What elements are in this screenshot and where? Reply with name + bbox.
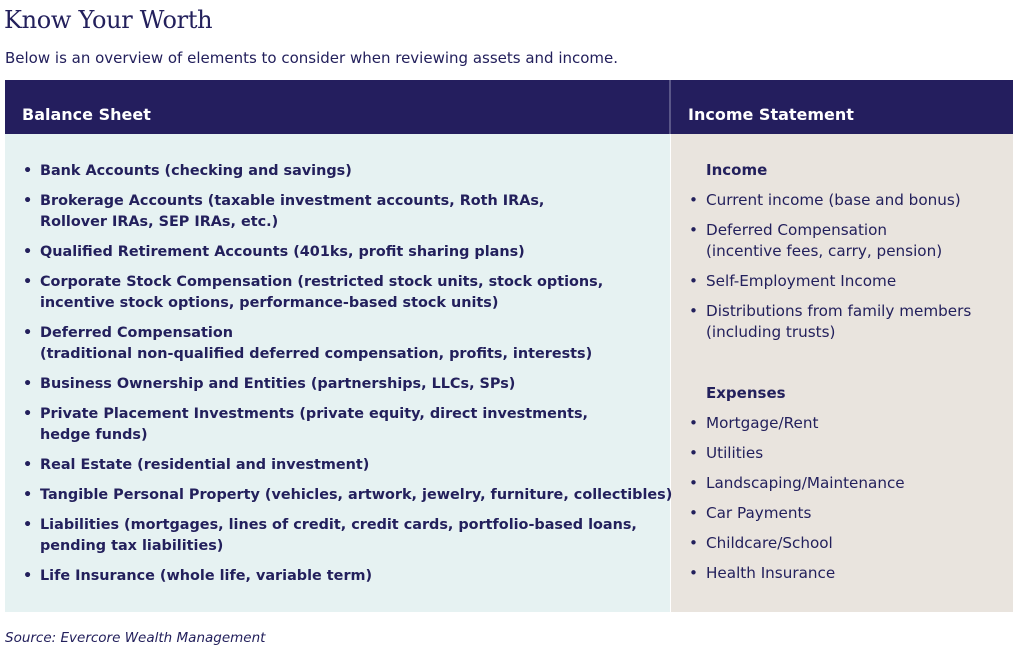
list-item-line: incentive stock options, performance-based stock units) (40, 295, 499, 311)
list-item (706, 271, 971, 292)
table-header-bar (5, 80, 1013, 134)
list-item-line: • Private Placement Investments (private equity, direct investments, (40, 406, 589, 422)
expenses-section-label: Expenses (706, 384, 786, 402)
list-item (40, 374, 672, 395)
list-item (40, 323, 672, 365)
list-item-line: • Utilities (706, 444, 764, 462)
income-list (706, 190, 971, 352)
list-item-line: • Life Insurance (whole life, variable term) (40, 568, 373, 584)
page-subtitle: Below is an overview of elements to consider when reviewing assets and income. (5, 49, 619, 67)
list-item (40, 242, 672, 263)
list-item-line: • Bank Accounts (checking and savings) (40, 163, 352, 179)
header-divider (669, 80, 671, 134)
list-item (706, 220, 971, 262)
list-item-line: (including trusts) (706, 323, 836, 341)
list-item (40, 161, 672, 182)
list-item-line: • Deferred Compensation (706, 221, 888, 239)
list-item-line: Rollover IRAs, SEP IRAs, etc.) (40, 214, 279, 230)
list-item-line: (incentive fees, carry, pension) (706, 242, 943, 260)
list-item-line: • Childcare/School (706, 534, 833, 552)
income-statement-header: Income Statement (688, 105, 854, 124)
list-item (706, 473, 905, 494)
list-item (706, 190, 971, 211)
list-item (40, 485, 672, 506)
expenses-list (706, 413, 905, 593)
list-item (40, 515, 672, 557)
list-item (706, 503, 905, 524)
list-item (706, 301, 971, 343)
list-item-line: • Real Estate (residential and investment) (40, 457, 370, 473)
list-item-line: (traditional non-qualified deferred compensation, profits, interests) (40, 346, 593, 362)
list-item-line: • Liabilities (mortgages, lines of credit, credit cards, portfolio-based loans, (40, 517, 637, 533)
list-item-line: • Qualified Retirement Accounts (401ks, profit sharing plans) (40, 244, 525, 260)
list-item (40, 566, 672, 587)
list-item (706, 563, 905, 584)
list-item (40, 404, 672, 446)
income-section-label: Income (706, 161, 768, 179)
list-item-line: • Car Payments (706, 504, 812, 522)
list-item-line: • Corporate Stock Compensation (restricted stock units, stock options, (40, 274, 604, 290)
list-item-line: • Mortgage/Rent (706, 414, 819, 432)
list-item (706, 413, 905, 434)
list-item-line: • Brokerage Accounts (taxable investment accounts, Roth IRAs, (40, 193, 545, 209)
list-item-line: • Distributions from family members (706, 302, 972, 320)
list-item-line: • Deferred Compensation (40, 325, 233, 341)
list-item-line: • Business Ownership and Entities (partnerships, LLCs, SPs) (40, 376, 516, 392)
list-item (706, 443, 905, 464)
list-item-line: • Landscaping/Maintenance (706, 474, 905, 492)
balance-sheet-list (40, 161, 672, 596)
balance-sheet-header: Balance Sheet (22, 105, 151, 124)
list-item (706, 533, 905, 554)
list-item-line: • Current income (base and bonus) (706, 191, 961, 209)
list-item-line: • Tangible Personal Property (vehicles, artwork, jewelry, furniture, collectibles) (40, 487, 673, 503)
source-note: Source: Evercore Wealth Management (5, 630, 266, 646)
list-item-line: • Health Insurance (706, 564, 836, 582)
list-item (40, 455, 672, 476)
list-item-line: hedge funds) (40, 427, 148, 443)
list-item (40, 272, 672, 314)
list-item (40, 191, 672, 233)
page-title: Know Your Worth (4, 6, 213, 34)
list-item-line: • Self-Employment Income (706, 272, 897, 290)
list-item-line: pending tax liabilities) (40, 538, 224, 554)
